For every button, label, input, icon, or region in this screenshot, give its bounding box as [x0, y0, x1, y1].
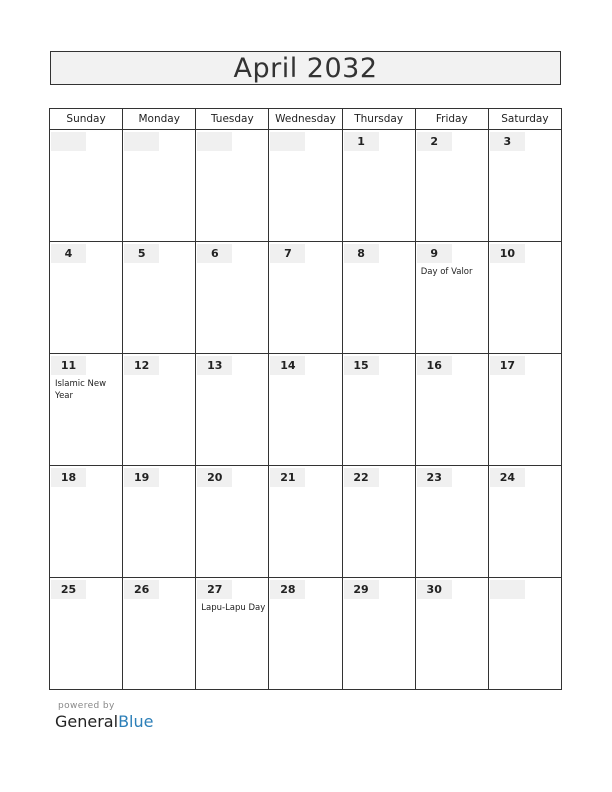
brand-blue-text: Blue	[118, 712, 154, 731]
day-cell[interactable]	[196, 578, 269, 690]
calendar-body	[50, 130, 562, 690]
day-number	[490, 580, 525, 599]
day-cell[interactable]	[123, 242, 196, 354]
brand-general-text: General	[55, 712, 119, 731]
day-cell[interactable]	[123, 466, 196, 578]
day-cell[interactable]	[196, 354, 269, 466]
day-number: 24	[490, 468, 525, 487]
day-cell[interactable]	[123, 354, 196, 466]
day-number: 23	[417, 468, 452, 487]
month-title: April 2032	[233, 52, 378, 84]
day-cell[interactable]	[342, 578, 415, 690]
day-cell[interactable]	[269, 130, 342, 242]
month-title-box	[50, 51, 561, 85]
day-number	[51, 132, 86, 151]
day-number: 4	[51, 244, 86, 263]
day-cell[interactable]	[488, 354, 561, 466]
day-number: 2	[417, 132, 452, 151]
day-cell[interactable]	[342, 354, 415, 466]
day-cell[interactable]	[196, 130, 269, 242]
day-cell[interactable]	[50, 354, 123, 466]
day-number: 27	[197, 580, 232, 599]
day-cell[interactable]	[269, 578, 342, 690]
day-number: 5	[124, 244, 159, 263]
day-number: 26	[124, 580, 159, 599]
day-number: 28	[270, 580, 305, 599]
day-number: 15	[344, 356, 379, 375]
week-row	[50, 354, 562, 466]
day-cell[interactable]	[342, 130, 415, 242]
day-cell[interactable]	[342, 466, 415, 578]
week-row	[50, 130, 562, 242]
day-number: 25	[51, 580, 86, 599]
day-cell[interactable]	[342, 242, 415, 354]
day-number: 30	[417, 580, 452, 599]
day-number	[124, 132, 159, 151]
weekday-thursday: Thursday	[342, 109, 415, 130]
day-cell[interactable]	[123, 578, 196, 690]
day-cell[interactable]	[415, 242, 488, 354]
day-cell[interactable]	[269, 354, 342, 466]
day-number: 8	[344, 244, 379, 263]
day-cell[interactable]	[415, 130, 488, 242]
day-number: 7	[270, 244, 305, 263]
day-number: 16	[417, 356, 452, 375]
day-number: 6	[197, 244, 232, 263]
day-cell[interactable]	[50, 466, 123, 578]
weekday-wednesday: Wednesday	[269, 109, 342, 130]
weekday-tuesday: Tuesday	[196, 109, 269, 130]
weekday-saturday: Saturday	[488, 109, 561, 130]
day-cell[interactable]	[415, 354, 488, 466]
day-number	[197, 132, 232, 151]
day-number: 11	[51, 356, 86, 375]
powered-by-text: powered by	[58, 701, 115, 711]
holiday-label: Islamic New Year	[55, 379, 107, 401]
day-number: 21	[270, 468, 305, 487]
day-cell[interactable]	[50, 242, 123, 354]
day-number: 29	[344, 580, 379, 599]
day-cell[interactable]	[196, 466, 269, 578]
generalblue-logo[interactable]	[55, 712, 153, 731]
week-row	[50, 466, 562, 578]
weekday-header-row	[50, 109, 562, 130]
day-number: 18	[51, 468, 86, 487]
day-cell[interactable]	[488, 466, 561, 578]
day-number: 3	[490, 132, 525, 151]
holiday-label: Day of Valor	[420, 267, 473, 277]
day-cell[interactable]	[415, 578, 488, 690]
day-number	[270, 132, 305, 151]
day-cell[interactable]	[488, 578, 561, 690]
day-number: 9	[417, 244, 452, 263]
day-number: 19	[124, 468, 159, 487]
day-number: 1	[344, 132, 379, 151]
holiday-label: Lapu-Lapu Day	[201, 603, 266, 613]
day-cell[interactable]	[50, 130, 123, 242]
weekday-friday: Friday	[415, 109, 488, 130]
day-cell[interactable]	[123, 130, 196, 242]
weekday-monday: Monday	[123, 109, 196, 130]
day-number: 20	[197, 468, 232, 487]
day-cell[interactable]	[415, 466, 488, 578]
day-number: 13	[197, 356, 232, 375]
weekday-sunday: Sunday	[50, 109, 123, 130]
day-cell[interactable]	[50, 578, 123, 690]
week-row	[50, 242, 562, 354]
day-cell[interactable]	[269, 466, 342, 578]
day-cell[interactable]	[269, 242, 342, 354]
day-cell[interactable]	[196, 242, 269, 354]
day-cell[interactable]	[488, 242, 561, 354]
week-row	[50, 578, 562, 690]
day-number: 22	[344, 468, 379, 487]
calendar-grid	[49, 108, 562, 690]
day-cell[interactable]	[488, 130, 561, 242]
day-number: 10	[490, 244, 525, 263]
day-number: 17	[490, 356, 525, 375]
day-number: 12	[124, 356, 159, 375]
day-number: 14	[270, 356, 305, 375]
